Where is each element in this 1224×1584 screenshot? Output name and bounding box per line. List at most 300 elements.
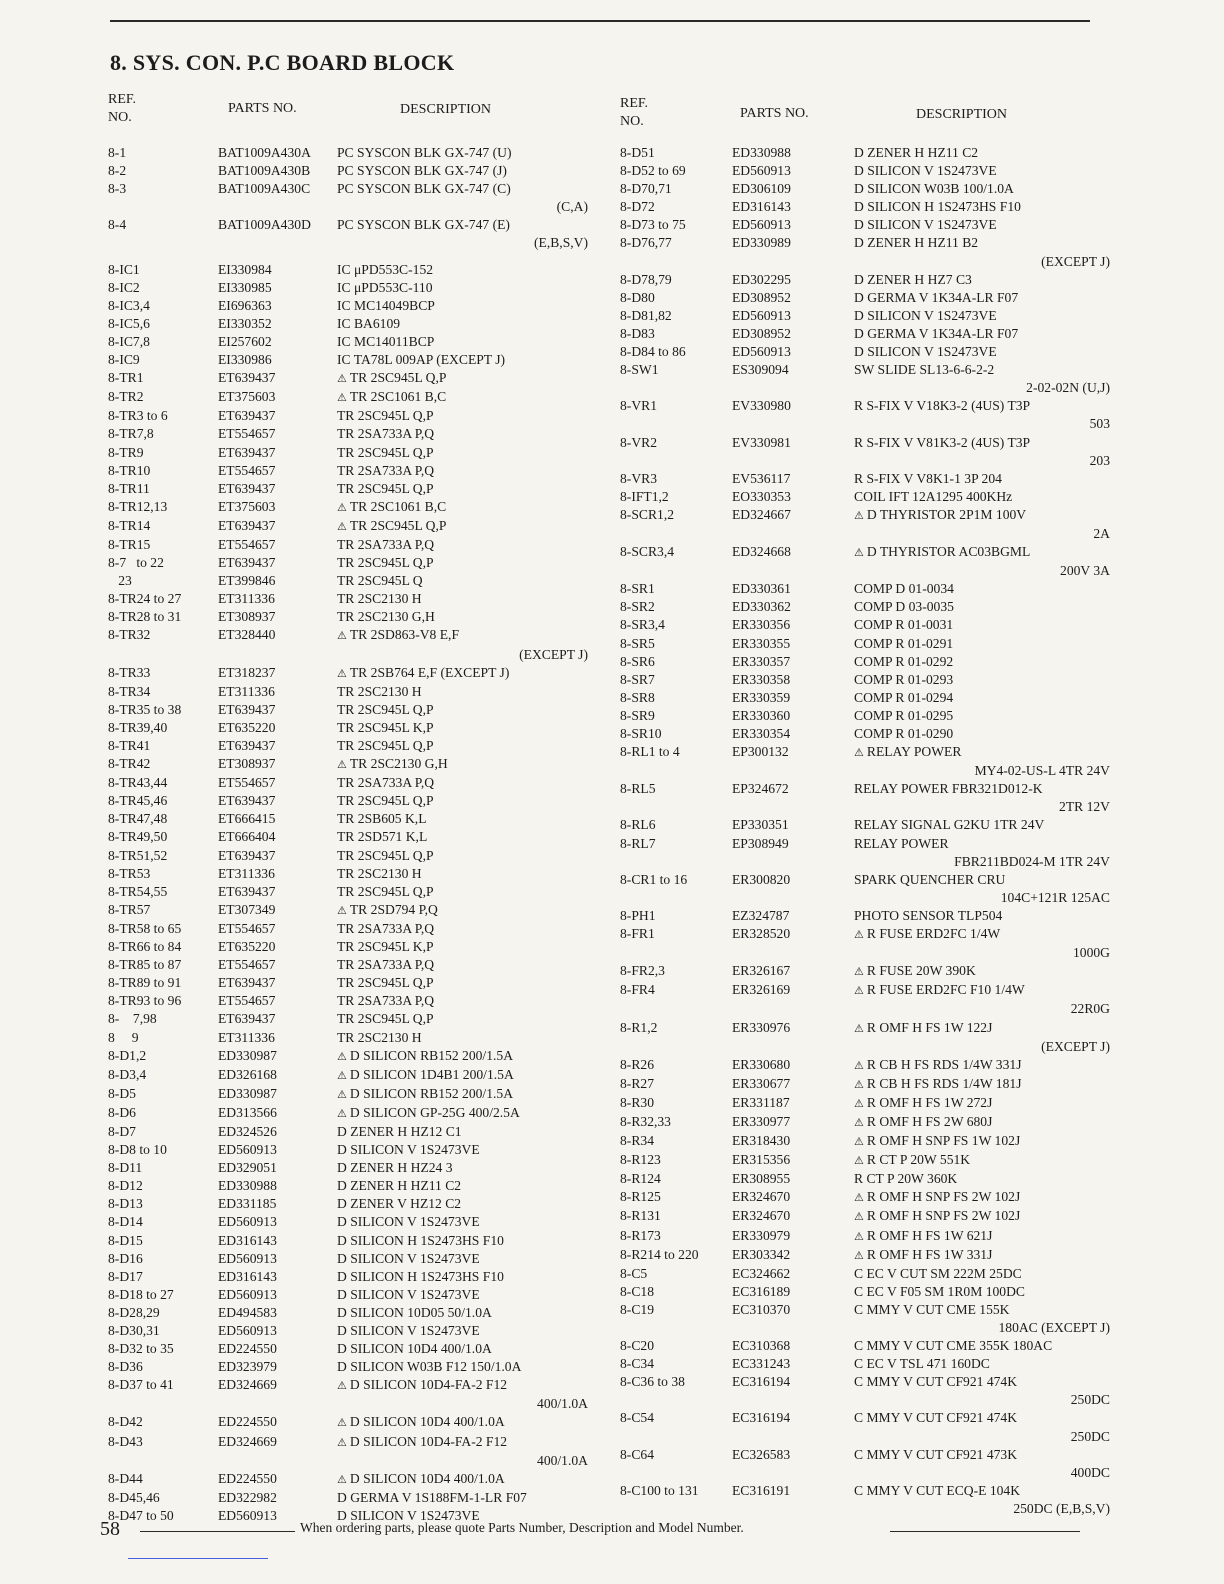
safety-warning-icon: ⚠ (854, 1135, 864, 1149)
parts-no: EP330351 (732, 817, 789, 833)
parts-no: ET666415 (218, 811, 276, 827)
parts-row (620, 470, 1110, 488)
description: COMP R 01-0031 (854, 617, 954, 633)
right-column-header (620, 92, 1110, 144)
description: COMP R 01-0290 (854, 726, 954, 741)
description-cell (337, 517, 588, 536)
description-continuation-row (620, 562, 1110, 580)
description-cell (854, 271, 1110, 289)
parts-no: ED560913 (218, 1286, 277, 1302)
description-cell (337, 1358, 588, 1376)
parts-row (620, 307, 1110, 325)
ref-no: 8-IC7,8 (108, 333, 150, 349)
description: D SILICON W03B 100/1.0A (854, 181, 1014, 197)
parts-row (620, 180, 1110, 198)
safety-warning-icon: ⚠ (337, 500, 347, 514)
left-parts-rows (108, 144, 588, 1525)
parts-no: BAT1009A430A (218, 145, 311, 160)
parts-no-header: PARTS NO. (740, 106, 809, 121)
description-cell (337, 974, 588, 992)
description-cell (854, 397, 1110, 415)
parts-row (108, 407, 588, 425)
parts-row (620, 198, 1110, 216)
ref-no: 8-D84 to 86 (620, 344, 686, 360)
description-continuation-row (620, 1038, 1110, 1056)
parts-row (620, 1056, 1110, 1075)
description-cell (337, 407, 588, 425)
parts-row (620, 506, 1110, 525)
description-cell (337, 938, 588, 956)
ref-no: 8-C34 (620, 1356, 654, 1372)
description-cell (854, 1113, 1110, 1132)
parts-row (108, 810, 588, 828)
parts-no: EI696363 (218, 297, 272, 313)
description: D GERMA V 1K34A-LR F07 (854, 325, 1019, 341)
description-cell (854, 1227, 1110, 1246)
description-continuation-row (108, 198, 588, 216)
parts-no: ER330979 (732, 1227, 791, 1243)
ref-no: 8-IC9 (108, 352, 140, 368)
description: R FUSE ERD2FC F10 1/4W (866, 982, 1025, 998)
parts-no: ED560913 (218, 1214, 277, 1230)
description-cell (337, 590, 588, 608)
parts-row (108, 279, 588, 297)
description-cell (854, 162, 1110, 180)
safety-warning-icon: ⚠ (337, 1416, 347, 1430)
parts-row (108, 901, 588, 920)
description-cell (337, 1489, 588, 1507)
description: D SILICON V 1S2473VE (337, 1250, 480, 1266)
right-parts-rows (620, 144, 1110, 1518)
parts-no: ED560913 (732, 307, 791, 323)
description-continuation-row (620, 1391, 1110, 1409)
parts-row (620, 1075, 1110, 1094)
safety-warning-icon: ⚠ (854, 546, 864, 560)
parts-row (620, 1265, 1110, 1283)
ref-no: 8-RL7 (620, 835, 656, 851)
description-continuation-row (620, 415, 1110, 433)
parts-row (108, 315, 588, 333)
description-cell (854, 1246, 1110, 1265)
ref-no: 8-SR2 (620, 599, 655, 615)
parts-no: ET639437 (218, 975, 276, 991)
underline-mark (128, 1558, 268, 1559)
parts-row (620, 907, 1110, 925)
description: TR 2SC945L K,P (337, 939, 434, 955)
description: TR 2SC945L Q,P (337, 975, 434, 991)
description: D SILICON H 1S2473HS F10 (337, 1268, 504, 1284)
description-cell (337, 333, 588, 351)
description-cell (337, 554, 588, 572)
description: TR 2SC1061 B,C (349, 498, 447, 514)
description: IC BA6109 (337, 315, 401, 331)
description: D ZENER V HZ12 C2 (337, 1196, 462, 1212)
parts-no: ET635220 (218, 719, 276, 735)
description-cell (854, 343, 1110, 361)
parts-no: ER330358 (732, 671, 791, 687)
description: TR 2SA733A P,Q (337, 426, 435, 442)
parts-no: ED560913 (732, 344, 791, 360)
parts-no: ED308952 (732, 325, 791, 341)
parts-no: EI257602 (218, 333, 272, 349)
ref-no: 8-TR12,13 (108, 498, 168, 514)
description-cell (337, 1433, 588, 1452)
parts-row (108, 1195, 588, 1213)
description: TR 2SA733A P,Q (337, 920, 435, 936)
description-cell (337, 1322, 588, 1340)
description-continuation-row (620, 798, 1110, 816)
description-cell (337, 719, 588, 737)
description-cell (337, 261, 588, 279)
parts-no: ET318237 (218, 664, 276, 680)
description: C MMY V CUT ECQ-E 104K (854, 1482, 1021, 1498)
description: RELAY POWER FBR321D012-K (854, 781, 1043, 797)
description-cell (337, 992, 588, 1010)
description-continuation: (E,B,S,V) (534, 235, 588, 251)
parts-no: ED560913 (218, 1142, 277, 1158)
description: D SILICON 1D4B1 200/1.5A (349, 1066, 514, 1082)
parts-no: ET639437 (218, 444, 276, 460)
description-cell (854, 1482, 1110, 1500)
parts-no: EC316194 (732, 1410, 791, 1426)
description: R OMF H FS 2W 680J (866, 1113, 993, 1129)
parts-no: ER330977 (732, 1113, 791, 1129)
parts-no: ER330355 (732, 635, 791, 651)
ref-no: 8-IC2 (108, 279, 140, 295)
parts-no: ED330987 (218, 1047, 277, 1063)
description-cell (854, 1265, 1110, 1283)
description-cell (337, 369, 588, 388)
ref-no: 8-TR32 (108, 627, 151, 643)
description: D GERMA V 1S188FM-1-LR F07 (337, 1489, 527, 1505)
ref-no: 8-D44 (108, 1470, 143, 1486)
description-cell (854, 1409, 1110, 1427)
parts-no: ER326167 (732, 963, 791, 979)
parts-no: ET639437 (218, 701, 276, 717)
description-cell (854, 180, 1110, 198)
description: D ZENER H HZ24 3 (337, 1160, 453, 1176)
ref-no: 8-D80 (620, 289, 655, 305)
ref-no: 8-2 (108, 163, 127, 179)
parts-no: ER330357 (732, 653, 791, 669)
parts-row (108, 1123, 588, 1141)
parts-no: ER324670 (732, 1208, 791, 1224)
safety-warning-icon: ⚠ (854, 1021, 864, 1035)
description: TR 2SD571 K,L (337, 829, 428, 845)
parts-no: EV536117 (732, 470, 791, 486)
description: TR 2SC2130 H (337, 1029, 422, 1045)
safety-warning-icon: ⚠ (854, 1191, 864, 1205)
description-cell (854, 616, 1110, 634)
description: COMP R 01-0294 (854, 689, 954, 705)
description-continuation-row (620, 1319, 1110, 1337)
description-continuation: 22R0G (1070, 1001, 1110, 1017)
description: TR 2SC945L Q (337, 573, 423, 589)
description: TR 2SB605 K,L (337, 811, 427, 827)
description-continuation: FBR211BD024-M 1TR 24V (954, 853, 1110, 869)
description: D SILICON H 1S2473HS F10 (854, 199, 1021, 215)
description-cell (854, 543, 1110, 562)
description-cell (854, 1094, 1110, 1113)
parts-no: ER331187 (732, 1094, 790, 1110)
parts-row (108, 144, 588, 162)
ref-no: 8-SR1 (620, 581, 655, 597)
ref-no: 8-D3,4 (108, 1066, 147, 1082)
description-continuation: 180AC (EXCEPT J) (998, 1320, 1110, 1335)
parts-no: EC316194 (732, 1374, 791, 1390)
parts-row (108, 1268, 588, 1286)
ref-no: 8-D13 (108, 1196, 143, 1212)
parts-row (620, 635, 1110, 653)
parts-no: ED330988 (732, 145, 791, 160)
parts-row (108, 1066, 588, 1085)
description-cell (854, 1019, 1110, 1038)
parts-no: ED322982 (218, 1489, 277, 1505)
description-cell (337, 792, 588, 810)
parts-row (108, 626, 588, 645)
parts-no: ED316143 (218, 1268, 277, 1284)
description: TR 2SC2130 G,H (337, 609, 435, 625)
description-cell (337, 1376, 588, 1395)
ref-no: 8-D42 (108, 1414, 143, 1430)
ref-no: 8-C18 (620, 1283, 654, 1299)
ref-no: 8-C100 to 131 (620, 1482, 699, 1498)
parts-row (108, 1376, 588, 1395)
parts-no: EI330986 (218, 352, 272, 368)
ref-no: 8-D17 (108, 1268, 143, 1284)
footer-rule-right (890, 1531, 1080, 1532)
description: COMP D 03-0035 (854, 599, 954, 615)
ref-no: 8-TR57 (108, 901, 151, 917)
parts-no: EI330985 (218, 279, 272, 295)
ref-no: 8- 7,98 (108, 1011, 157, 1027)
parts-row (620, 1113, 1110, 1132)
parts-no: ED323979 (218, 1359, 277, 1375)
parts-no: ET554657 (218, 536, 276, 552)
ref-no: 8-D45,46 (108, 1489, 160, 1505)
description-cell (337, 865, 588, 883)
parts-no: ET639437 (218, 408, 276, 424)
parts-no: ED313566 (218, 1104, 277, 1120)
parts-row (108, 425, 588, 443)
description-cell (854, 1132, 1110, 1151)
description: TR 2SC945L Q,P (349, 517, 447, 533)
parts-no: EP324672 (732, 781, 789, 797)
description: TR 2SC945L Q,P (337, 701, 434, 717)
parts-row (108, 1232, 588, 1250)
description: D SILICON H 1S2473HS F10 (337, 1232, 504, 1248)
description: R OMF H FS 1W 621J (866, 1227, 993, 1243)
description: C MMY V CUT CF921 474K (854, 1374, 1018, 1390)
description: TR 2SA733A P,Q (337, 957, 435, 973)
parts-no: ER330354 (732, 726, 791, 741)
description-cell (337, 1123, 588, 1141)
description-cell (854, 234, 1110, 252)
ref-no: 8-SR5 (620, 635, 655, 651)
parts-row (620, 1355, 1110, 1373)
ref-no: 8-D36 (108, 1359, 143, 1375)
parts-no: ED560913 (218, 1250, 277, 1266)
ref-no: 8-IC3,4 (108, 297, 150, 313)
parts-no: ER330680 (732, 1056, 791, 1072)
parts-row (108, 974, 588, 992)
description: D SILICON 10D4-FA-2 F12 (349, 1377, 508, 1393)
parts-no: ET639437 (218, 517, 276, 533)
parts-row (620, 743, 1110, 762)
safety-warning-icon: ⚠ (854, 984, 864, 998)
ref-no: 8-VR3 (620, 470, 658, 486)
parts-no: ET639437 (218, 738, 276, 753)
description-cell (854, 598, 1110, 616)
description: TR 2SC945L Q,P (337, 793, 434, 809)
ref-no: 8-D78,79 (620, 271, 672, 287)
description: D SILICON 10D05 50/1.0A (337, 1304, 492, 1320)
description: RELAY POWER (866, 744, 962, 760)
ref-no: 8-SW1 (620, 362, 659, 378)
description-continuation-row (620, 525, 1110, 543)
safety-warning-icon: ⚠ (854, 1229, 864, 1243)
parts-no: ET639437 (218, 370, 276, 386)
parts-row (108, 369, 588, 388)
ref-no: 8-C20 (620, 1338, 654, 1354)
parts-no: ET639437 (218, 883, 276, 899)
ref-no: 8-D8 to 10 (108, 1142, 167, 1158)
parts-row (108, 216, 588, 234)
parts-row (620, 234, 1110, 252)
description: D SILICON 10D4 400/1.0A (349, 1470, 505, 1486)
description: COIL IFT 12A1295 400KHz (854, 488, 1013, 504)
parts-row (108, 1159, 588, 1177)
ref-header-line2: NO. (108, 110, 132, 125)
parts-no: ED326168 (218, 1066, 277, 1082)
description: IC MC14049BCP (337, 297, 435, 313)
description-cell (337, 180, 588, 198)
description: D SILICON V 1S2473VE (337, 1142, 480, 1158)
right-parts-column (620, 92, 1110, 1518)
parts-no: EO330353 (732, 488, 791, 504)
description: D SILICON W03B F12 150/1.0A (337, 1359, 522, 1375)
parts-no: ET554657 (218, 426, 276, 442)
parts-row (620, 671, 1110, 689)
ref-header-line1: REF. (620, 96, 649, 111)
parts-row (620, 816, 1110, 834)
parts-row (108, 1141, 588, 1159)
ref-no: 8-R32,33 (620, 1113, 671, 1129)
description: IC μPD553C-152 (337, 261, 434, 277)
parts-no: ED224550 (218, 1341, 277, 1357)
description-cell (337, 1470, 588, 1489)
parts-row (108, 828, 588, 846)
description: D SILICON RB152 200/1.5A (349, 1085, 514, 1101)
parts-row (620, 1446, 1110, 1464)
safety-warning-icon: ⚠ (854, 1248, 864, 1262)
description: TR 2SC1061 B,C (349, 389, 447, 405)
ref-no: 8-SCR1,2 (620, 506, 675, 522)
description: SW SLIDE SL13-6-6-2-2 (854, 362, 995, 378)
ref-no: 8-R124 (620, 1171, 661, 1187)
parts-no: ET554657 (218, 993, 276, 1009)
description-cell (337, 1159, 588, 1177)
parts-row (108, 462, 588, 480)
description-cell (337, 1340, 588, 1358)
description-cell (854, 689, 1110, 707)
ref-no: 8-D11 (108, 1160, 143, 1176)
parts-row (620, 1094, 1110, 1113)
parts-row (620, 162, 1110, 180)
parts-row (108, 792, 588, 810)
description: C EC V TSL 471 160DC (854, 1356, 990, 1372)
description-cell (854, 707, 1110, 725)
description: RELAY SIGNAL G2KU 1TR 24V (854, 817, 1045, 833)
description: C MMY V CUT CF921 474K (854, 1410, 1018, 1426)
parts-no: BAT1009A430D (218, 217, 311, 233)
description-cell (854, 289, 1110, 307)
description: R S-FIX V V18K3-2 (4US) T3P (854, 398, 1031, 414)
ref-no: 8-TR15 (108, 536, 151, 552)
description-continuation: 1000G (1072, 945, 1110, 961)
parts-row (620, 1227, 1110, 1246)
parts-no: EV330981 (732, 434, 791, 450)
description: C EC V CUT SM 222M 25DC (854, 1265, 1022, 1281)
parts-row (108, 664, 588, 683)
ref-no: 8-TR35 to 38 (108, 701, 182, 717)
ref-no: 8-C54 (620, 1410, 654, 1426)
ref-no: 8-TR11 (108, 480, 150, 496)
description-continuation: 104C+121R 125AC (1000, 889, 1110, 905)
ref-no: 8-C36 to 38 (620, 1374, 685, 1390)
description-cell (854, 743, 1110, 762)
description: R FUSE ERD2FC 1/4W (866, 926, 1001, 942)
ref-no: 8-TR66 to 84 (108, 939, 182, 955)
ref-no: 8-D76,77 (620, 235, 672, 251)
ref-no: 8-R125 (620, 1189, 661, 1205)
description-cell (337, 810, 588, 828)
parts-no: EC310368 (732, 1338, 791, 1354)
parts-row (108, 956, 588, 974)
parts-row (108, 351, 588, 369)
description-cell (337, 315, 588, 333)
ref-no: 8-TR28 to 31 (108, 609, 182, 625)
ref-no: 8-TR54,55 (108, 883, 168, 899)
description-cell (337, 462, 588, 480)
parts-no: ET375603 (218, 389, 276, 405)
description: D ZENER H HZ7 C3 (854, 271, 972, 287)
description-cell (854, 1373, 1110, 1391)
description-continuation-row (620, 452, 1110, 470)
description-cell (337, 608, 588, 626)
parts-row (620, 725, 1110, 743)
parts-row (620, 1188, 1110, 1207)
parts-no: ED308952 (732, 289, 791, 305)
parts-no: ED560913 (218, 1323, 277, 1338)
ref-no: 8-D30,31 (108, 1323, 160, 1338)
description-header: DESCRIPTION (400, 102, 492, 117)
description-cell (854, 361, 1110, 379)
parts-no: ED306109 (732, 181, 791, 197)
ref-no: 8-R131 (620, 1208, 661, 1224)
description-continuation-row (620, 1428, 1110, 1446)
parts-row (108, 608, 588, 626)
description-continuation: 250DC (1070, 1392, 1110, 1408)
description-continuation-row (108, 646, 588, 664)
ref-no: 8-FR1 (620, 926, 655, 942)
description-cell (337, 664, 588, 683)
parts-row (108, 1340, 588, 1358)
description-continuation: (EXCEPT J) (1041, 253, 1110, 269)
safety-warning-icon: ⚠ (854, 928, 864, 942)
parts-no: ET554657 (218, 462, 276, 478)
parts-row (620, 1170, 1110, 1188)
